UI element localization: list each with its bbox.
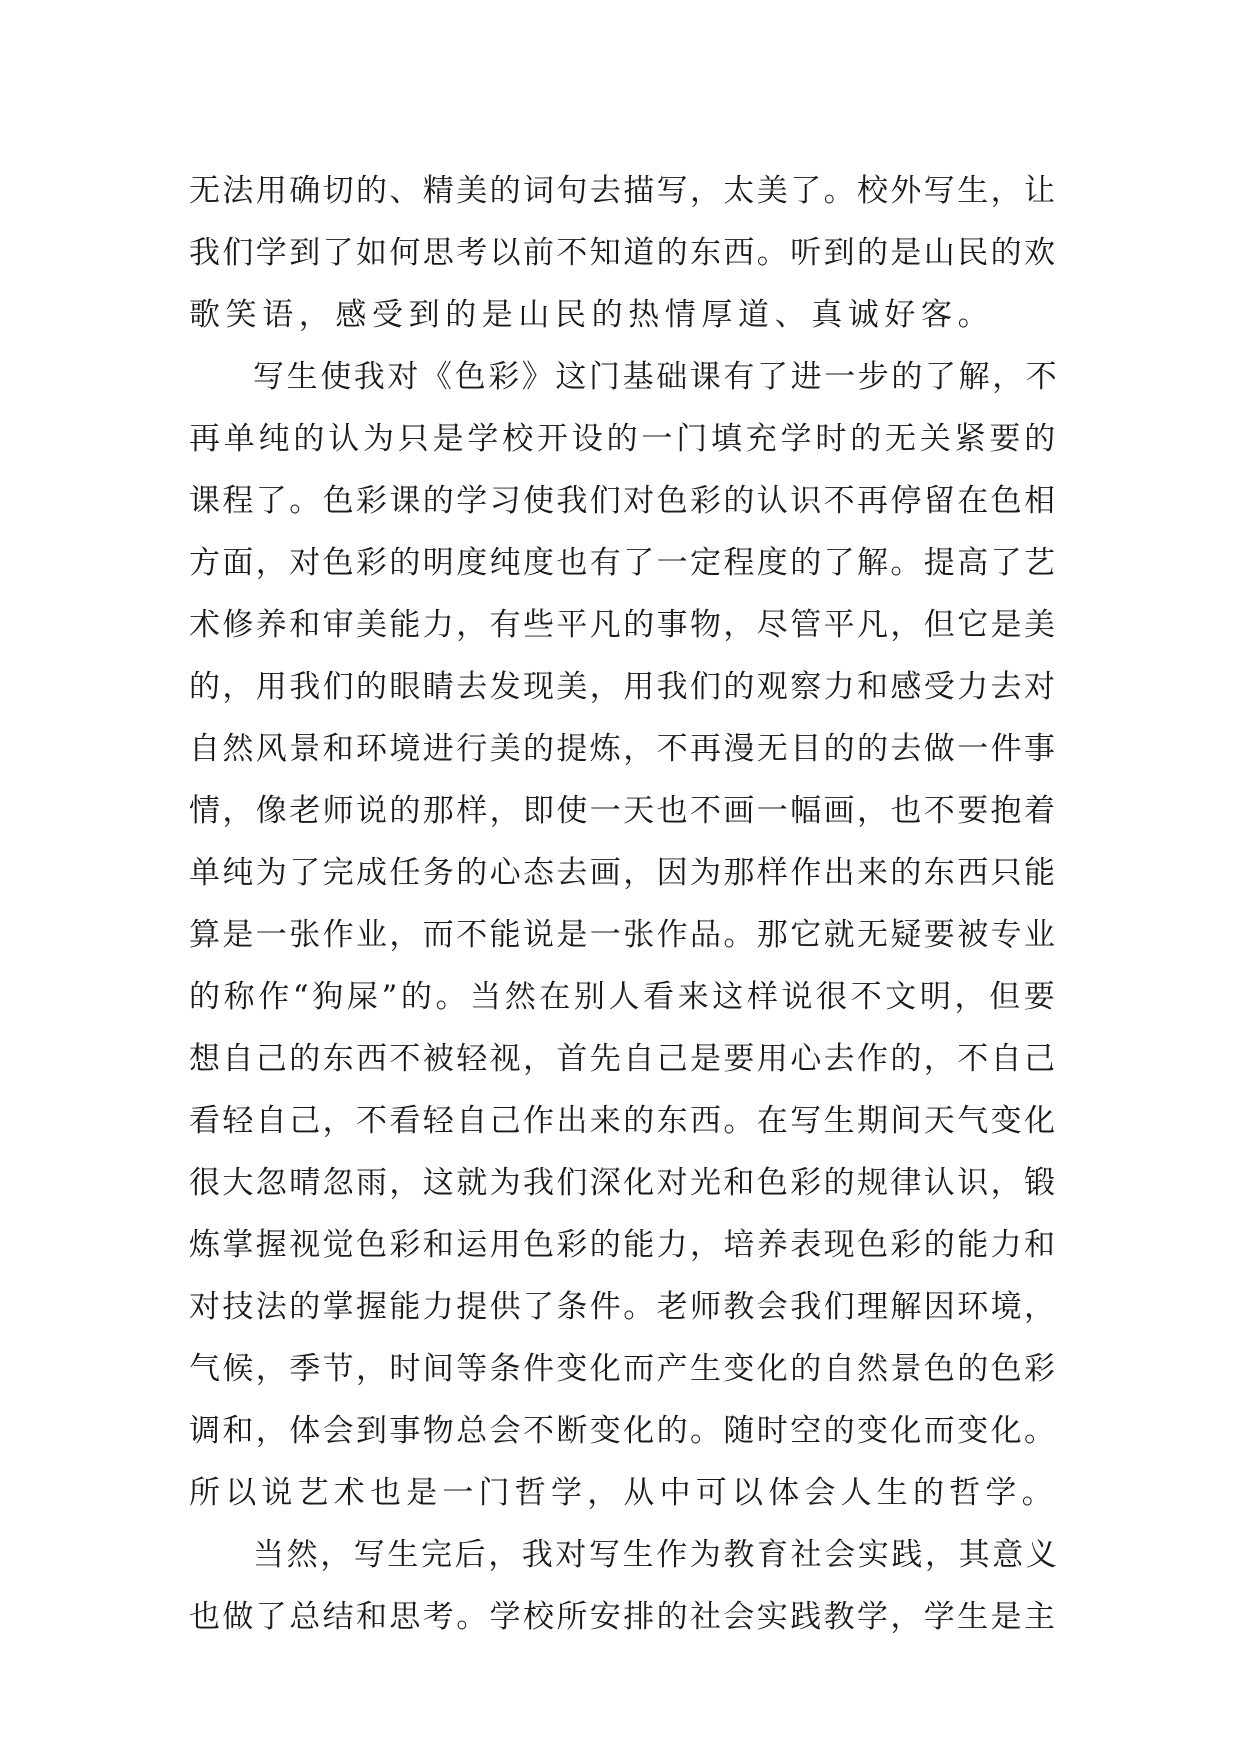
text-line: 的，用我们的眼睛去发现美，用我们的观察力和感受力去对 — [189, 669, 1058, 705]
document-body — [189, 160, 1059, 1648]
text-line: 气候，季节，时间等条件变化而产生变化的自然景色的色彩 — [189, 1351, 1058, 1387]
text-line: 也做了总结和思考。学校所安排的社会实践教学，学生是主 — [189, 1599, 1058, 1635]
text-line: 对技法的掌握能力提供了条件。老师教会我们理解因环境， — [189, 1289, 1058, 1325]
text-line: 再单纯的认为只是学校开设的一门填充学时的无关紧要的 — [189, 421, 1059, 457]
text-line: 情，像老师说的那样，即使一天也不画一幅画，也不要抱着 — [189, 793, 1058, 829]
text-line: 的称作“狗屎”的。当然在别人看来这样说很不文明，但要 — [189, 979, 1059, 1015]
text-line: 想自己的东西不被轻视，首先自己是要用心去作的，不自己 — [189, 1041, 1058, 1077]
text-line: 调和，体会到事物总会不断变化的。随时空的变化而变化。 — [189, 1413, 1058, 1449]
text-line: 无法用确切的、精美的词句去描写，太美了。校外写生，让 — [189, 173, 1058, 209]
text-line: 自然风景和环境进行美的提炼，不再漫无目的的去做一件事 — [189, 731, 1058, 767]
text-line: 术修养和审美能力，有些平凡的事物，尽管平凡，但它是美 — [189, 607, 1058, 643]
text-line: 我们学到了如何思考以前不知道的东西。听到的是山民的欢 — [189, 235, 1058, 271]
text-line: 算是一张作业，而不能说是一张作品。那它就无疑要被专业 — [189, 917, 1058, 953]
paragraph-first-line: 当然，写生完后，我对写生作为教育社会实践，其意义 — [253, 1537, 1060, 1573]
text-line: 方面，对色彩的明度纯度也有了一定程度的了解。提高了艺 — [189, 545, 1058, 581]
text-line: 很大忽晴忽雨，这就为我们深化对光和色彩的规律认识，锻 — [189, 1165, 1058, 1201]
text-line: 课程了。色彩课的学习使我们对色彩的认识不再停留在色相 — [189, 483, 1058, 519]
text-line: 单纯为了完成任务的心态去画，因为那样作出来的东西只能 — [189, 855, 1058, 891]
text-line: 所以说艺术也是一门哲学，从中可以体会人生的哲学。 — [189, 1475, 1058, 1511]
text-line: 看轻自己，不看轻自己作出来的东西。在写生期间天气变化 — [189, 1103, 1058, 1139]
text-line: 炼掌握视觉色彩和运用色彩的能力，培养表现色彩的能力和 — [189, 1227, 1058, 1263]
text-line: 歌笑语，感受到的是山民的热情厚道、真诚好客。 — [189, 297, 995, 333]
paragraph-first-line: 写生使我对《色彩》这门基础课有了进一步的了解，不 — [253, 359, 1060, 395]
